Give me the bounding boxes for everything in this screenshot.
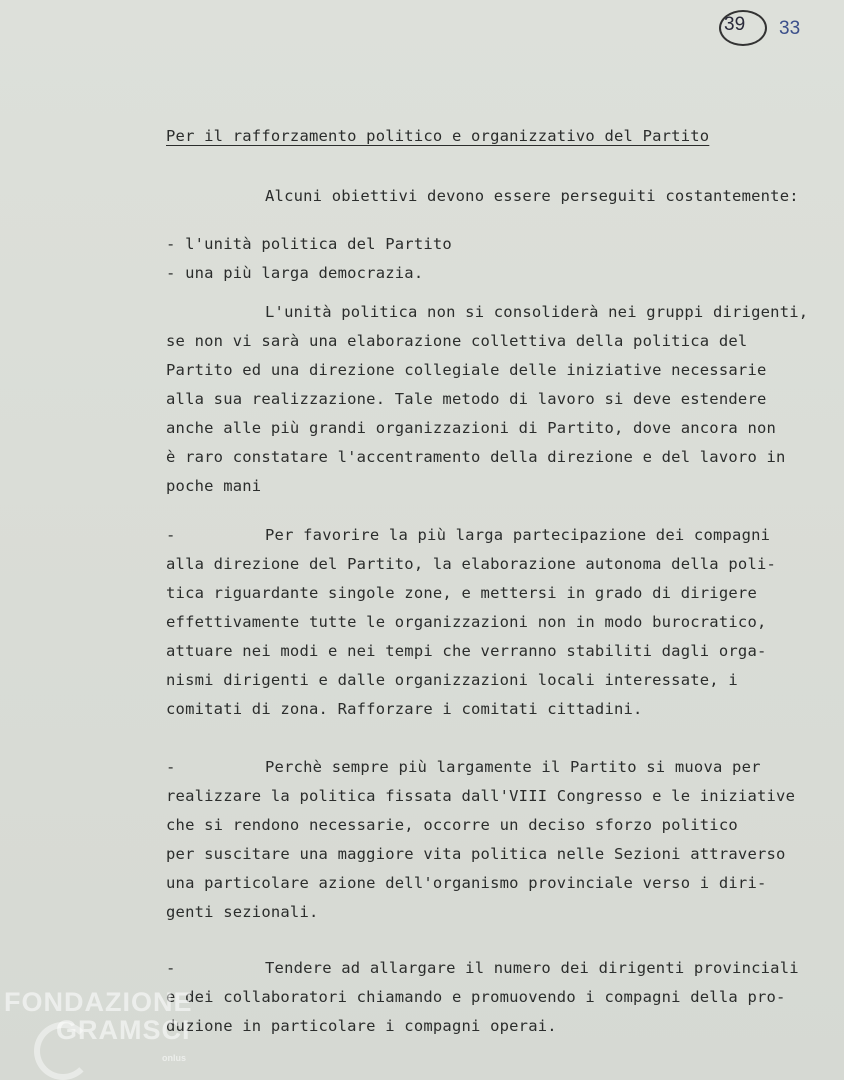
text-line: Alcuni obiettivi devono essere perseguiti costantemente: <box>265 187 799 205</box>
text-line: tica riguardante singole zone, e mettersi in grado di dirigere <box>166 584 757 602</box>
text-line: realizzare la politica fissata dall'VIII Congresso e le iniziative <box>166 787 796 805</box>
paragraph-dash: - <box>166 526 176 544</box>
text-line: nismi dirigenti e dalle organizzazioni locali interessate, i <box>166 671 738 689</box>
watermark-line-1: FONDAZIONE <box>4 987 193 1017</box>
bullet-item: - l'unità politica del Partito <box>166 235 452 253</box>
bullet-item: - una più larga democrazia. <box>166 264 424 282</box>
text-line: poche mani <box>166 477 262 495</box>
text-line: Perchè sempre più largamente il Partito si muova per <box>265 758 761 776</box>
text-line: e dei collaboratori chiamando e promuovendo i compagni della pro- <box>166 988 786 1006</box>
text-line: se non vi sarà una elaborazione collettiva della politica del <box>166 332 748 350</box>
text-line: Tendere ad allargare il numero dei dirigenti provinciali <box>265 959 799 977</box>
text-line: è raro constatare l'accentramento della direzione e del lavoro in <box>166 448 786 466</box>
paragraph-dash: - <box>166 758 176 776</box>
watermark-line-2: GRAMSCI <box>56 1015 191 1045</box>
text-line: Per favorire la più larga partecipazione dei compagni <box>265 526 771 544</box>
text-line: Partito ed una direzione collegiale delle iniziative necessarie <box>166 361 767 379</box>
text-line: alla direzione del Partito, la elaborazione autonoma della poli- <box>166 555 777 573</box>
text-line: anche alle più grandi organizzazioni di Partito, dove ancora non <box>166 419 777 437</box>
text-line: attuare nei modi e nei tempi che verranno stabiliti dagli orga- <box>166 642 767 660</box>
watermark-line-3: onlus <box>162 1053 186 1063</box>
text-line: alla sua realizzazione. Tale metodo di lavoro si deve estendere <box>166 390 767 408</box>
page-number-secondary: 33 <box>779 18 801 39</box>
text-line: una particolare azione dell'organismo provinciale verso i diri- <box>166 874 767 892</box>
text-line: duzione in particolare i compagni operai. <box>166 1017 557 1035</box>
paragraph-dash: - <box>166 959 176 977</box>
page-number-circled: 39 <box>724 14 746 35</box>
document-title: Per il rafforzamento politico e organizzativo del Partito <box>166 127 710 145</box>
text-line: effettivamente tutte le organizzazioni non in modo burocratico, <box>166 613 767 631</box>
text-line: L'unità politica non si consoliderà nei gruppi dirigenti, <box>265 303 809 321</box>
watermark <box>4 988 193 1072</box>
text-line: per suscitare una maggiore vita politica nelle Sezioni attraverso <box>166 845 786 863</box>
text-line: che si rendono necessarie, occorre un deciso sforzo politico <box>166 816 738 834</box>
text-line: genti sezionali. <box>166 903 319 921</box>
text-line: comitati di zona. Rafforzare i comitati cittadini. <box>166 700 643 718</box>
